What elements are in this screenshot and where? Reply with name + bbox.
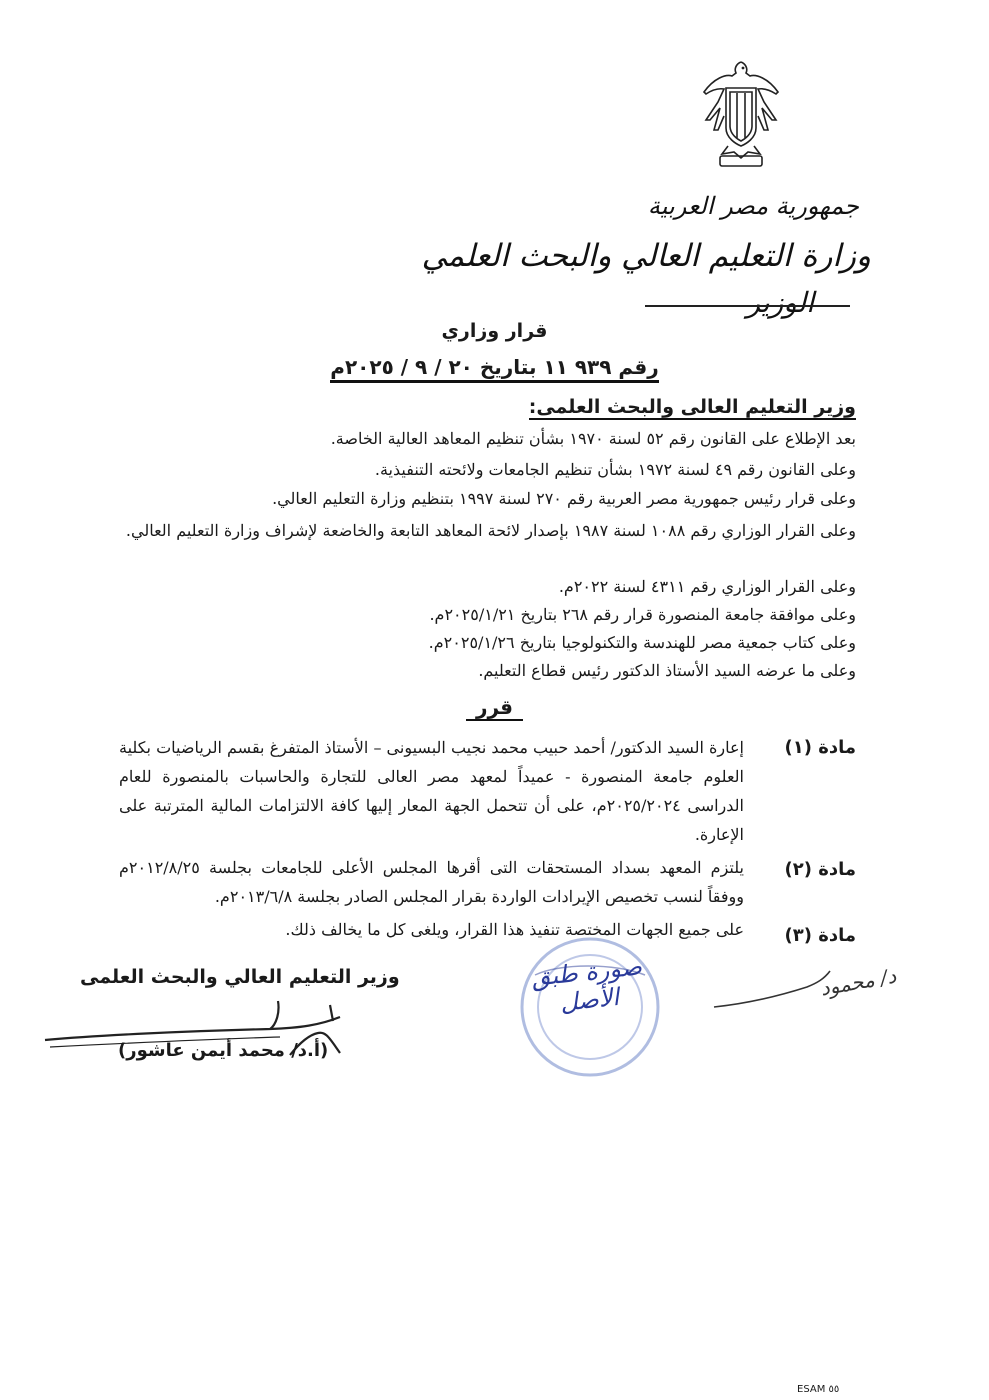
preamble-line: وعلى القرار الوزاري رقم ٤٣١١ لسنة ٢٠٢٢م. — [558, 577, 856, 596]
handwritten-flourish-icon — [712, 965, 837, 1019]
handwritten-note: د/ محمود — [818, 963, 898, 1001]
letterhead-underline — [645, 305, 850, 307]
decided-heading — [0, 695, 989, 719]
article-label: مادة (٢) — [784, 859, 856, 880]
decree-number-line — [0, 355, 989, 383]
article-text: إعارة السيد الدكتور/ أحمد حبيب محمد نجيب البسيونى – الأستاذ المتفرغ بقسم الرياضيات بكلية العلوم جامعة المنصورة - عميداً لمعهد مصر العالى للتجارة والحاسبات بالمنصورة للعام الدراسى ٢٠٢٥/٢٠٢٤م، على أن تتحمل الجهة المعار إليها كافة الالتزامات المالية المترتبة على الإعارة. — [119, 738, 745, 844]
decree-addressee — [529, 396, 856, 418]
article-label: مادة (١) — [784, 737, 856, 758]
preamble-line: وعلى قرار رئيس جمهورية مصر العربية رقم ٢٧٠ لسنة ١٩٩٧ بتنظيم وزارة التعليم العالي. — [272, 489, 856, 508]
article-label: مادة (٣) — [784, 925, 856, 946]
decree-number-text: رقم ٩٣٩ ١١ بتاريخ ٢٠ / ٩ / ٢٠٢٥م — [330, 355, 658, 383]
preamble-line: وعلى موافقة جامعة المنصورة قرار رقم ٢٦٨ بتاريخ ٢٠٢٥/١/٢١م. — [429, 605, 856, 624]
preamble-line: وعلى القرار الوزاري رقم ١٠٨٨ لسنة ١٩٨٧ بإصدار لائحة المعاهد التابعة والخاضعة لإشراف وزارة التعليم العالي. — [125, 521, 856, 540]
letterhead-office: الوزير — [746, 286, 814, 319]
letterhead-country: جمهورية مصر العربية — [647, 192, 859, 220]
eagle-emblem-icon — [696, 58, 786, 170]
article-text: يلتزم المعهد بسداد المستحقات التى أقرها المجلس الأعلى للجامعات بجلسة ٢٠١٢/٨/٢٥م ووفقاً لنسب تخصيص الإيرادات الواردة بقرار المجلس الصادر بجلسة ٢٠١٣/٦/٨م. — [119, 858, 744, 906]
preamble-line: وعلى ما عرضه السيد الأستاذ الدكتور رئيس قطاع التعليم. — [478, 661, 856, 680]
decided-heading-text: قرر — [466, 695, 523, 721]
preamble-line: بعد الإطلاع على القانون رقم ٥٢ لسنة ١٩٧٠ بشأن تنظيم المعاهد العالية الخاصة. — [330, 429, 856, 448]
article-text: على جميع الجهات المختصة تنفيذ هذا القرار، ويلغى كل ما يخالف ذلك. — [285, 920, 744, 939]
addressee-text: وزير التعليم العالى والبحث العلمى: — [528, 396, 856, 418]
stamp-text: صورة طبق الأصل — [529, 952, 644, 1017]
footer-code: ESAM ٥٥ — [797, 1384, 840, 1395]
signature-name: (أ.د/ محمد أيمن عاشور) — [118, 1040, 329, 1061]
preamble-line: وعلى القانون رقم ٤٩ لسنة ١٩٧٢ بشأن تنظيم الجامعات ولائحته التنفيذية. — [374, 460, 856, 479]
preamble-line: وعلى كتاب جمعية مصر للهندسة والتكنولوجيا بتاريخ ٢٠٢٥/١/٢٦م. — [428, 633, 856, 652]
decree-title: قرار وزاري — [441, 320, 548, 342]
signature-title: وزير التعليم العالي والبحث العلمى — [80, 966, 400, 988]
letterhead-ministry: وزارة التعليم العالي والبحث العلمي — [421, 238, 871, 274]
signature-scribble-icon — [40, 995, 370, 1079]
